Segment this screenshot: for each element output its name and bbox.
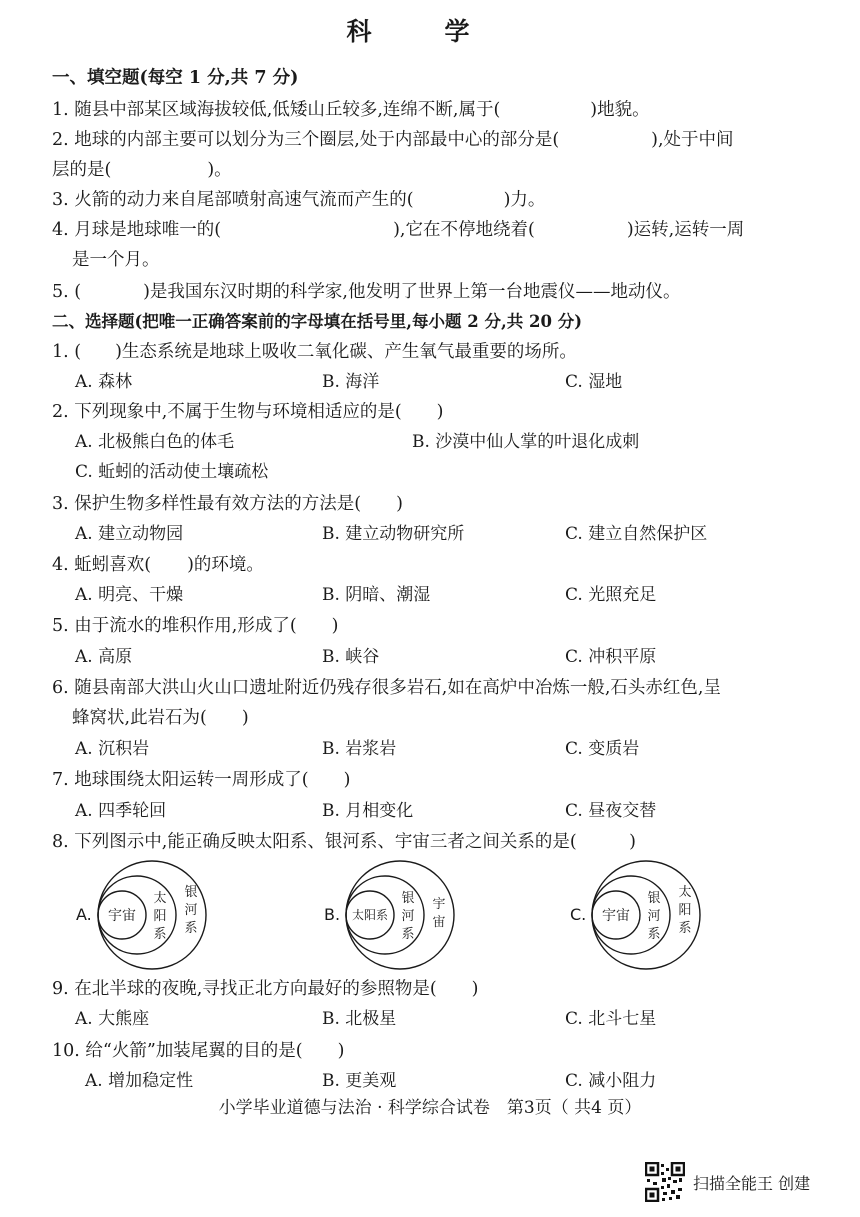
fill-question-5 (52, 280, 680, 304)
q2-text-a: 2. 地球的内部主要可以划分为三个圈层,处于内部最中心的部分是( (52, 130, 560, 150)
diagram-option-b (320, 858, 460, 977)
cq2-option-c: C. 蚯蚓的活动使土壤疏松 (75, 462, 269, 482)
choice-question-2: 2. 下列现象中,不属于生物与环境相适应的是( ) (52, 402, 444, 422)
diagram-c-outer-1: 太 (678, 885, 692, 900)
cq9-option-b: B. 北极星 (322, 1009, 397, 1029)
scanner-watermark (645, 1160, 810, 1204)
diagram-option-a (72, 858, 212, 977)
diagram-b-letter: B. (324, 905, 341, 924)
cq5-option-c: C. 冲积平原 (565, 647, 657, 667)
cq4-option-a: A. 明亮、干燥 (75, 585, 184, 605)
q5-text-b: )是我国东汉时期的科学家,他发明了世界上第一台地震仪——地动仪。 (143, 282, 681, 302)
cq1-stem-b: )生态系统是地球上吸收二氧化碳、产生氧气最重要的场所。 (115, 342, 577, 362)
diagram-a-middle-3: 系 (153, 927, 167, 942)
choice-question-6-line2: 蜂窝状,此岩石为( ) (72, 708, 249, 728)
choice-question-4 (52, 553, 264, 577)
diagram-a-letter: A. (76, 905, 92, 924)
cq6-option-b: B. 岩浆岩 (322, 739, 397, 759)
diagram-a-inner-label: 宇宙 (108, 908, 136, 924)
cq6-option-c: C. 变质岩 (565, 739, 640, 759)
cq10-option-b: B. 更美观 (322, 1071, 397, 1091)
fill-question-2-line2 (52, 158, 232, 182)
cq1-option-c: C. 湿地 (565, 372, 623, 392)
cq2-option-a: A. 北极熊白色的体毛 (75, 432, 235, 452)
fill-question-1 (52, 98, 650, 122)
cq9-option-a: A. 大熊座 (75, 1009, 150, 1029)
cq4-stem-a: 4. 蚯蚓喜欢( (52, 555, 152, 575)
q5-text-a: 5. ( (52, 282, 82, 302)
choice-question-9: 9. 在北半球的夜晚,寻找正北方向最好的参照物是( ) (52, 979, 479, 999)
diagram-c-inner-label: 宇宙 (602, 908, 630, 924)
qr-code-icon (645, 1162, 685, 1202)
cq10-option-c: C. 减小阻力 (565, 1071, 657, 1091)
cq4-stem-b: )的环境。 (187, 555, 264, 575)
choice-question-8: 8. 下列图示中,能正确反映太阳系、银河系、宇宙三者之间关系的是( ) (52, 832, 636, 852)
diagram-b-outer-2: 宙 (432, 915, 446, 930)
q2-text-d: )。 (207, 160, 232, 180)
diagram-option-c (566, 858, 706, 977)
diagram-c-middle-1: 银 (647, 891, 661, 906)
q2-text-c: 层的是( (52, 160, 112, 180)
cq6-option-a: A. 沉积岩 (75, 739, 150, 759)
q3-text: 3. 火箭的动力来自尾部喷射高速气流而产生的( (52, 190, 414, 210)
diagram-c-outer-3: 系 (678, 921, 692, 936)
q4-text-b: ),它在不停地绕着( (393, 220, 535, 240)
diagram-b-outer-1: 宇 (432, 897, 446, 912)
q2-text-b: ),处于中间 (651, 130, 734, 150)
diagram-c-outer-2: 阳 (678, 903, 692, 918)
diagram-b-middle-2: 河 (401, 909, 415, 924)
diagram-c-middle-2: 河 (647, 909, 661, 924)
diagram-b-middle-3: 系 (401, 927, 415, 942)
scanner-label: 扫描全能王 创建 (693, 1173, 811, 1193)
choice-question-6-line1: 6. 随县南部大洪山火山口遗址附近仍残存很多岩石,如在高炉中冶炼一般,石头赤红色,呈 (52, 678, 721, 698)
cq7-option-c: C. 昼夜交替 (565, 801, 657, 821)
q1-text: 1. 随县中部某区域海拔较低,低矮山丘较多,连绵不断,属于( (52, 100, 501, 120)
cq5-option-b: B. 峡谷 (322, 647, 380, 667)
cq9-option-c: C. 北斗七星 (565, 1009, 657, 1029)
fill-question-2-line1 (52, 128, 734, 152)
section2-heading: 二、选择题(把唯一正确答案前的字母填在括号里,每小题 2 分,共 20 分) (52, 312, 583, 331)
diagram-a-outer-2: 河 (184, 903, 198, 918)
choice-question-10: 10. 给“火箭”加装尾翼的目的是( ) (52, 1041, 345, 1061)
choice-question-5: 5. 由于流水的堆积作用,形成了( ) (52, 616, 339, 636)
diagram-a-middle-2: 阳 (153, 909, 167, 924)
cq7-option-b: B. 月相变化 (322, 801, 414, 821)
cq1-option-a: A. 森林 (75, 372, 133, 392)
q4-text-c: )运转,运转一周 (626, 220, 745, 240)
cq3-option-b: B. 建立动物研究所 (322, 524, 465, 544)
choice-question-1 (52, 340, 577, 364)
cq4-option-b: B. 阴暗、潮湿 (322, 585, 431, 605)
page-title: 科 学 (346, 17, 494, 46)
cq1-stem-a: 1. ( (52, 342, 82, 362)
cq3-option-a: A. 建立动物园 (75, 524, 184, 544)
q1-tail: )地貌。 (590, 100, 650, 120)
fill-question-4-line2: 是一个月。 (72, 250, 160, 270)
cq1-option-b: B. 海洋 (322, 372, 380, 392)
fill-question-3 (52, 188, 545, 212)
cq4-option-c: C. 光照充足 (565, 585, 657, 605)
section1-heading: 一、填空题(每空 1 分,共 7 分) (52, 68, 299, 88)
cq3-option-c: C. 建立自然保护区 (565, 524, 708, 544)
cq5-option-a: A. 高原 (75, 647, 133, 667)
q4-text-a: 4. 月球是地球唯一的( (52, 220, 222, 240)
choice-question-7: 7. 地球围绕太阳运转一周形成了( ) (52, 770, 351, 790)
diagram-a-outer-1: 银 (184, 885, 198, 900)
diagram-b-inner-label: 太阳系 (351, 908, 389, 922)
fill-question-4-line1 (52, 218, 744, 242)
choice-question-3: 3. 保护生物多样性最有效方法的方法是( ) (52, 494, 403, 514)
cq10-option-a: A. 增加稳定性 (85, 1071, 194, 1091)
cq7-option-a: A. 四季轮回 (75, 801, 167, 821)
page-footer: 小学毕业道德与法治 · 科学综合试卷 第3页（ 共4 页） (218, 1098, 642, 1118)
cq2-option-b: B. 沙漠中仙人掌的叶退化成刺 (412, 432, 640, 452)
diagram-a-middle-1: 太 (153, 891, 167, 906)
diagram-c-middle-3: 系 (647, 927, 661, 942)
diagram-c-letter: C. (570, 905, 587, 924)
diagram-a-outer-3: 系 (184, 921, 198, 936)
diagram-b-middle-1: 银 (401, 891, 415, 906)
q3-tail: )力。 (503, 190, 546, 210)
